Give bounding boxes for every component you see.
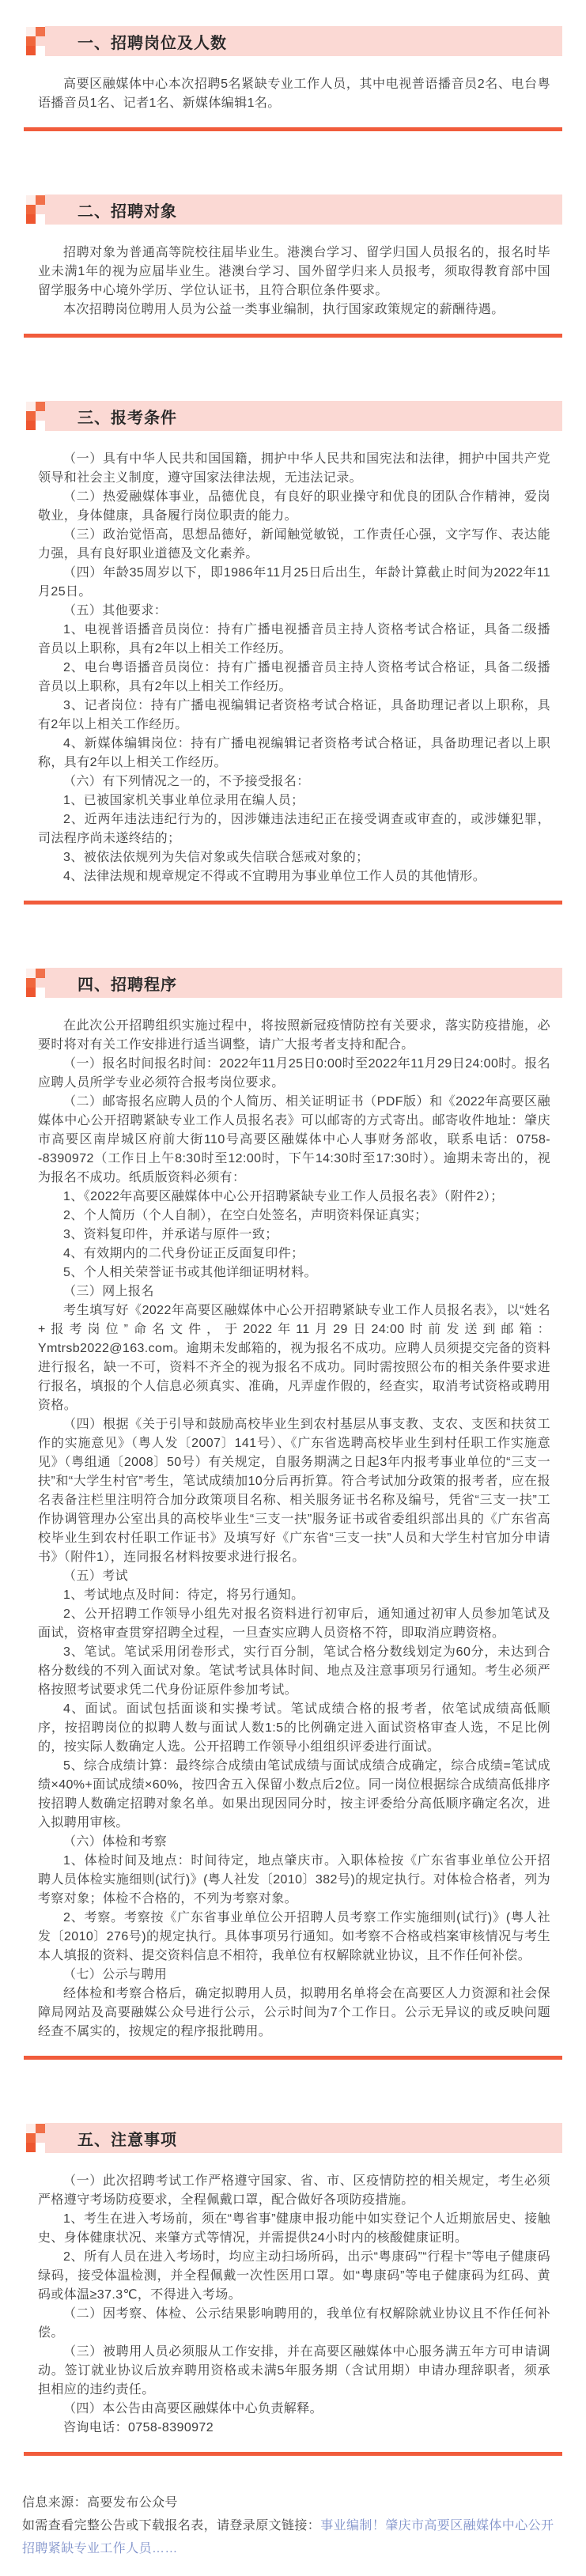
paragraph-line: 3、笔试。笔试采用闭卷形式，实行百分制，笔试合格分数线划定为60分，未达到合格分数线的不列入面试对象。笔试考试具体时间、地点及注意事项另行通知。考生必须严格按照考试要求凭二代身份证原件参加考试。	[38, 1645, 550, 1697]
section-body	[0, 244, 586, 319]
paragraph-line: （四）根据《关于引导和鼓励高校毕业生到农村基层从事支教、支农、支医和扶贫工作的实施意见》（粤人发〔2007〕141号）、《广东省选聘高校毕业生到村任职工作实施意见》（粤组通〔2008〕50号）有关规定，自服务期满之日起3年内报考事业单位的“三支一扶”和“大学生村官”考生，笔试成绩加10分后再折算。符合考试加分政策的报考者，应在报名表备注栏里注明符合加分政策项目名称、相关服务证书名称及编号，凭省“三支一扶”工作协调管理办公室出具的高校毕业生“三支一扶”服务证书或省委组织部出具的《广东省高校毕业生到农村任职工作证书》及填写好《广东省“三支一扶”人员和大学生村官加分申请书》（附件1），连同报名材料按要求进行报名。	[38, 1418, 550, 1564]
paragraph-line: （五）考试	[63, 1569, 129, 1583]
paragraph-line: 2、考察。考察按《广东省事业单位公开招聘人员考察工作实施细则(试行)》(粤人社发〔2010〕276号)的规定执行。具体事项另行通知。如考察不合格或档案审核情况与考生本人填报的资料、提交资料信息不相符，我单位有权解除就业协议，且不作任何补偿。	[38, 1911, 550, 1962]
paragraph-line: 1、考试地点及时间：待定，将另行通知。	[63, 1588, 304, 1602]
section-positions	[0, 26, 586, 131]
paragraph-line: （六）有下列情况之一的，不予接受报名：	[63, 775, 310, 788]
checker-icon	[26, 969, 45, 997]
paragraph-line: 在此次公开招聘组织实施过程中，将按照新冠疫情防控有关要求，落实防疫措施，必要时将对有关工作安排进行适当调整，请广大报考者支持和配合。	[38, 1019, 550, 1052]
paragraph-line: 4、有效期内的二代身份证正反面复印件；	[63, 1247, 304, 1260]
paragraph-line: （一）具有中华人民共和国国籍，拥护中华人民共和国宪法和法律，拥护中国共产党领导和社会主义制度，遵守国家法律法规，无违法记录。	[38, 452, 550, 485]
section-divider	[24, 901, 562, 905]
section-procedure	[0, 968, 586, 2060]
paragraph-line: （五）其他要求：	[63, 604, 168, 618]
section-header	[45, 195, 562, 225]
paragraph-line: 1、《2022年高要区融媒体中心公开招聘紧缺专业工作人员报名表》（附件2）；	[63, 1190, 504, 1203]
checker-icon	[26, 402, 45, 430]
section-body	[0, 2172, 586, 2438]
section-notes	[0, 2123, 586, 2456]
paragraph-line: 4、法律法规和规章规定不得或不宜聘用为事业单位工作人员的其他情形。	[63, 870, 486, 883]
section-body	[0, 1017, 586, 2042]
paragraph-line: （三）网上报名	[63, 1285, 154, 1298]
paragraph-line: 2、公开招聘工作领导小组先对报名资料进行初审后，通知通过初审人员参加笔试及面试，资格审查贯穿招聘全过程，一旦查实应聘人员资格不符，即取消应聘资格。	[38, 1607, 550, 1640]
paragraph-line: 1、考生在进入考场前，须在“粤省事”健康申报功能中如实登记个人近期旅居史、接触史、身体健康状况、来肇方式等情况，并需提供24小时内的核酸健康证明。	[38, 2212, 550, 2245]
section-body	[0, 450, 586, 886]
paragraph-line: 4、面试。面试包括面谈和实操考试。笔试成绩合格的报考者，依笔试成绩高低顺序，按招聘岗位的拟聘人数与面试人数1:5的比例确定进入面试资格审查人选，不足比例的，按实际人数确定人选。公开招聘工作领导小组组织评委进行面试。	[38, 1702, 550, 1754]
paragraph-line: 考生填写好《2022年高要区融媒体中心公开招聘紧缺专业工作人员报名表》，以“姓名+报考岗位”命名文件，于2022年11月29日24:00时前发送到邮箱：Ymtrsb2022@163.com。逾期未发邮箱的，视为报名不成功。应聘人员须提交完备的资料进行报名，缺一不可，资料不齐全的视为报名不成功。同时需按照公布的相关条件要求进行报名，填报的个人信息必须真实、准确，凡弄虚作假的，经查实，取消考试资格或聘用资格。	[38, 1304, 550, 1412]
paragraph-line: 2、所有人员在进入考场时，均应主动扫场所码，出示“粤康码”“行程卡”等电子健康码绿码，接受体温检测，并全程佩戴一次性医用口罩。如“粤康码”等电子健康码为红码、黄码或体温≥37.3℃，不得进入考场。	[38, 2250, 550, 2302]
link-line	[22, 2514, 561, 2560]
paragraph-line: 招聘对象为普通高等院校往届毕业生。港澳台学习、留学归国人员报名的，报名时毕业未满1年的视为应届毕业生。港澳台学习、国外留学归来人员报考，须取得教育部中国留学服务中心境外学历、学位认证书，且符合职位条件要求。	[38, 246, 550, 297]
section-divider	[24, 127, 562, 131]
paragraph-line: （二）邮寄报名应聘人员的个人简历、相关证明证书（PDF版）和《2022年高要区融媒体中心公开招聘紧缺专业工作人员报名表》可以邮寄的方式寄出。邮寄收件地址：肇庆市高要区南岸城区府前大街110号高要区融媒体中心人事财务部收，联系电话：0758--8390972（工作日上午8:30时至12:00时，下午14:30时至17:30时）。逾期未寄出的，视为报名不成功。纸质版资料必须有：	[38, 1095, 550, 1184]
paragraph-line: 3、资料复印件，并承诺与原件一致；	[63, 1228, 278, 1241]
checker-icon	[26, 2124, 45, 2152]
section-divider	[24, 334, 562, 338]
paragraph-line: 1、体检时间及地点：时间待定，地点肇庆市。入职体检按《广东省事业单位公开招聘人员体检实施细则(试行)》(粤人社发〔2010〕382号)的规定执行。对体检合格者，列为考察对象；体检不合格的，不列为考察对象。	[38, 1854, 550, 1906]
section-conditions	[0, 401, 586, 905]
paragraph-line: 1、电视普语播音员岗位：持有广播电视播音员主持人资格考试合格证，具备二级播音员以上职称，具有2年以上相关工作经历。	[38, 623, 550, 655]
paragraph-line: （四）本公告由高要区融媒体中心负责解释。	[63, 2402, 323, 2415]
section-header	[45, 968, 562, 998]
paragraph-line: 3、被依法依规列为失信对象或失信联合惩戒对象的；	[63, 851, 369, 864]
paragraph-line: 高要区融媒体中心本次招聘5名紧缺专业工作人员，其中电视普语播音员2名、电台粤语播音员1名、记者1名、新媒体编辑1名。	[38, 77, 550, 110]
paragraph-line: 咨询电话：0758-8390972	[63, 2421, 214, 2434]
paragraph-line: （三）被聘用人员必须服从工作安排，并在高要区融媒体中心服务满五年方可申请调动。签订就业协议后放弃聘用资格或未满5年服务期（含试用期）申请办理辞职者，须承担相应的违约责任。	[38, 2345, 550, 2397]
paragraph-line: 2、个人简历（个人自制），在空白处签名，声明资料保证真实；	[63, 1209, 428, 1222]
section-targets	[0, 195, 586, 338]
checker-icon	[26, 27, 45, 55]
paragraph-line: （一）此次招聘考试工作严格遵守国家、省、市、区疫情防控的相关规定，考生必须严格遵守考场防疫要求，全程佩戴口罩，配合做好各项防疫措施。	[38, 2174, 550, 2207]
paragraph-line: 5、综合成绩计算：最终综合成绩由笔试成绩与面试成绩合成确定，综合成绩=笔试成绩×40%+面试成绩×60%，按四舍五入保留小数点后2位。同一岗位根据综合成绩高低排序按招聘人数确定招聘对象名单。如果出现因同分时，按主评委给分高低顺序确定名次，进入拟聘用审核。	[38, 1759, 550, 1830]
paragraph-line: 2、近两年违法违纪行为的，因涉嫌违法违纪正在接受调查或审查的，或涉嫌犯罪，司法程序尚未遂终结的；	[38, 813, 550, 845]
source-line: 信息来源：高要发布公众号	[22, 2496, 178, 2510]
paragraph-line: 1、已被国家机关事业单位录用在编人员；	[63, 794, 304, 807]
original-article-link[interactable]: 事业编制！肇庆市高要区融媒体中心公开招聘紧缺专业工作人员……	[22, 2519, 554, 2555]
section-header	[45, 2123, 562, 2153]
section-title: 五、注意事项	[78, 2131, 177, 2149]
section-header	[45, 26, 562, 56]
link-prefix: 如需查看完整公告或下载报名表，请登录原文链接：	[22, 2519, 321, 2533]
paragraph-line: 5、个人相关荣誉证书或其他详细证明材料。	[63, 1266, 317, 1279]
paragraph-line: （六）体检和考察	[63, 1835, 168, 1849]
article-footer	[0, 2491, 586, 2560]
section-title: 三、报考条件	[78, 409, 177, 427]
paragraph-line: 经体检和考察合格后，确定拟聘用人员，拟聘用名单将会在高要区人力资源和社会保障局网站及高要融媒公众号进行公示，公示时间为7个工作日。公示无异议的或反映问题经查不属实的，按规定的程序报批聘用。	[38, 1987, 550, 2038]
section-title: 一、招聘岗位及人数	[78, 34, 227, 52]
section-divider	[24, 2056, 562, 2060]
paragraph-line: 4、新媒体编辑岗位：持有广播电视编辑记者资格考试合格证，具备助理记者以上职称，具有2年以上相关工作经历。	[38, 737, 550, 769]
paragraph-line: （一）报名时间报名时间：2022年11月25日0:00时至2022年11月29日24:00时。报名应聘人员所学专业必须符合报考岗位要求。	[38, 1057, 550, 1090]
section-divider	[24, 2452, 562, 2456]
paragraph-line: （二）因考察、体检、公示结果影响聘用的，我单位有权解除就业协议且不作任何补偿。	[38, 2307, 550, 2340]
paragraph-line: 2、电台粤语播音员岗位：持有广播电视播音员主持人资格考试合格证，具备二级播音员以上职称，具有2年以上相关工作经历。	[38, 661, 550, 693]
paragraph-line: 本次招聘岗位聘用人员为公益一类事业编制，执行国家政策规定的薪酬待遇。	[63, 303, 505, 316]
section-title: 四、招聘程序	[78, 976, 177, 994]
section-header	[45, 401, 562, 431]
paragraph-line: （三）政治觉悟高，思想品德好，新闻触觉敏锐，工作责任心强，文字写作、表达能力强，具有良好职业道德及文化素养。	[38, 528, 550, 561]
paragraph-line: （二）热爱融媒体事业，品德优良，有良好的职业操守和优良的团队合作精神，爱岗敬业，身体健康，具备履行岗位职责的能力。	[38, 490, 550, 523]
section-title: 二、招聘对象	[78, 202, 177, 221]
paragraph-line: （七）公示与聘用	[63, 1968, 168, 1981]
section-body	[0, 75, 586, 113]
paragraph-line: （四）年龄35周岁以下，即1986年11月25日后出生，年龄计算截止时间为2022年11月25日。	[38, 566, 550, 599]
paragraph-line: 3、记者岗位：持有广播电视编辑记者资格考试合格证，具备助理记者以上职称，具有2年以上相关工作经历。	[38, 699, 550, 731]
checker-icon	[26, 195, 45, 224]
